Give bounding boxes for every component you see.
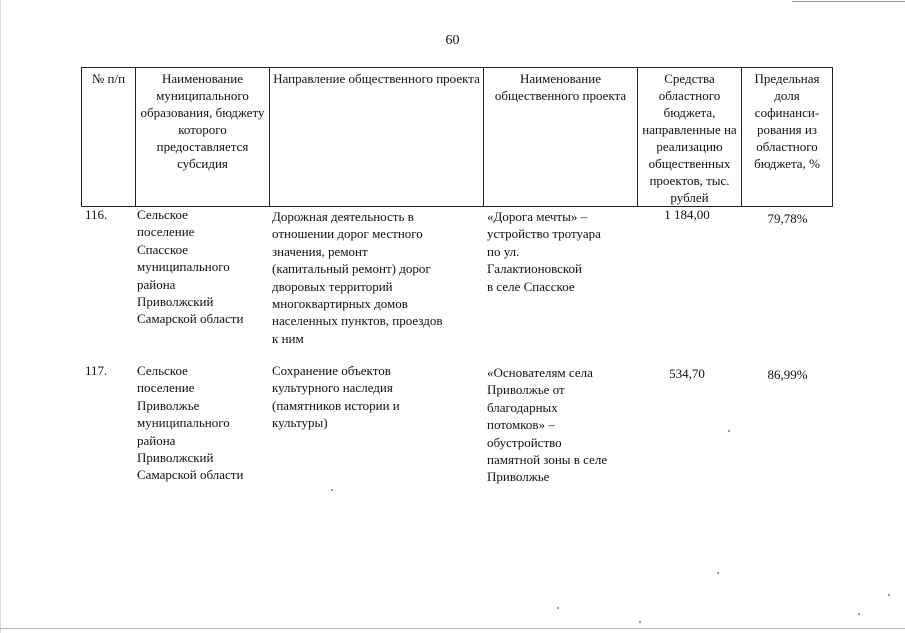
scan-speck [717, 572, 719, 574]
row-number: 117. [85, 363, 108, 378]
row-budget-amount: 534,70 [669, 366, 705, 381]
row-direction: Сохранение объектов культурного наследия (памятников истории и культуры) [272, 363, 400, 431]
scan-bottom-edge [0, 628, 905, 629]
scan-left-edge [0, 0, 1, 633]
header-direction: Направление общественного проекта [270, 68, 484, 207]
scan-speck [331, 489, 333, 491]
row-direction: Дорожная деятельность в отношении дорог местного значения, ремонт (капитальный ремонт) дорог дворовых территорий многоквартирных домов населенных пунктов, проездов к ним [272, 209, 443, 346]
row-municipality: Сельское поселение Приволжье муниципального района Приволжский Самарской области [137, 363, 244, 483]
scan-speck [557, 607, 559, 609]
row-cofinancing-share: 86,99% [767, 367, 808, 382]
table-header-row [82, 68, 833, 207]
scan-speck [858, 613, 860, 615]
scan-speck [639, 621, 641, 623]
subsidy-table-header [81, 67, 833, 207]
scan-speck [888, 594, 890, 596]
page-number: 60 [445, 33, 460, 48]
header-project-name: Наименование общественного проекта [484, 68, 638, 207]
header-number: № п/п [82, 68, 136, 207]
row-project-name: «Основателям села Приволжье от благодарных потомков» – обустройство памятной зоны в селе Приволжье [487, 365, 608, 485]
header-cofinancing-share: Предельная доля софинанси-рования из областного бюджета, % [742, 68, 833, 207]
row-municipality: Сельское поселение Спасское муниципального района Приволжский Самарской области [137, 207, 244, 327]
row-budget-amount: 1 184,00 [664, 207, 710, 222]
scan-speck [728, 430, 730, 432]
row-number: 116. [85, 207, 108, 222]
scan-artifact-line [792, 1, 905, 2]
header-municipality: Наименование муниципального образования, бюджету которого предоставляется субсидия [136, 68, 270, 207]
header-budget-funds: Средства областного бюджета, направленные на реализацию общественных проектов, тыс. рублей [638, 68, 742, 207]
row-project-name: «Дорога мечты» – устройство тротуара по ул. Галактионовской в селе Спасское [487, 209, 601, 294]
row-cofinancing-share: 79,78% [767, 211, 808, 226]
